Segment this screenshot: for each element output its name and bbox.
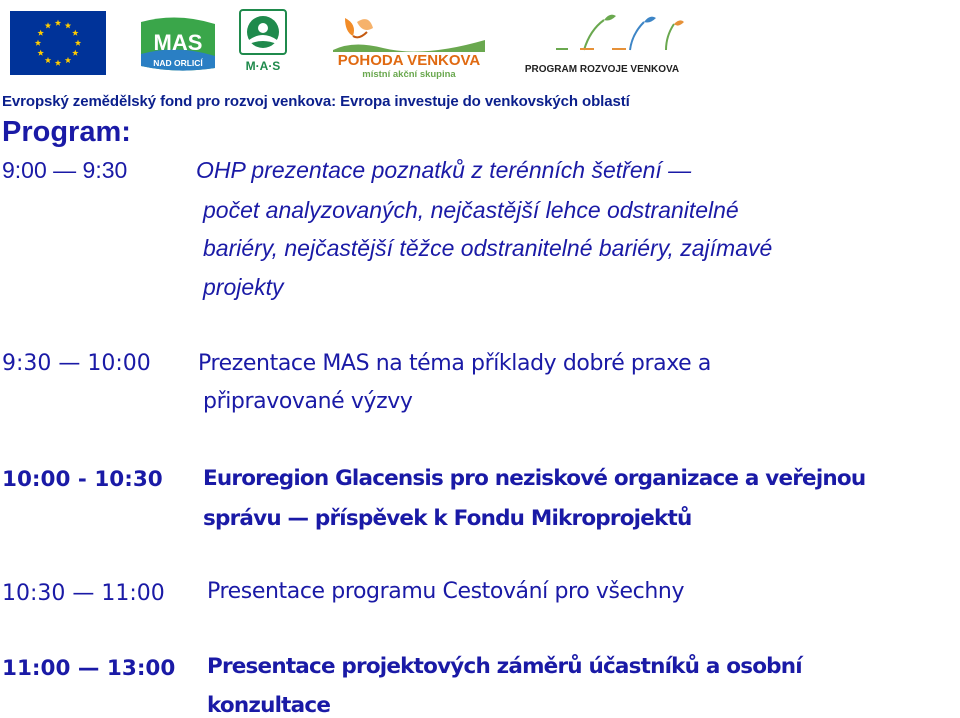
mas-green-logo-text: M·A·S bbox=[245, 59, 281, 73]
program-rozvoje-venkova-logo bbox=[520, 10, 685, 76]
program-time: 10:00 - 10:30 bbox=[2, 467, 163, 492]
program-time: 9:00 — 9:30 bbox=[2, 157, 128, 183]
pohoda-logo-subtitle: místní akční skupina bbox=[362, 69, 456, 80]
prv-logo-text: PROGRAM ROZVOJE VENKOVA bbox=[524, 64, 680, 75]
program-description-line: konzultace bbox=[207, 693, 331, 718]
mas-green-logo bbox=[237, 8, 289, 76]
page-title: Program: bbox=[2, 116, 131, 148]
program-description-line: Presentace projektových záměrů účastníků a osobní bbox=[207, 654, 802, 679]
program-description-line: Prezentace MAS na téma příklady dobré praxe a bbox=[198, 351, 711, 376]
pohoda-venkova-logo bbox=[323, 10, 495, 80]
program-description-line: počet analyzovaných, nejčastější lehce odstranitelné bbox=[203, 197, 739, 223]
program-description-line: bariéry, nejčastější těžce odstranitelné bariéry, zajímavé bbox=[203, 235, 773, 261]
mas-logo-subtext: NAD ORLICÍ bbox=[153, 58, 203, 68]
mas-nad-orlici-logo bbox=[137, 14, 219, 74]
program-time: 11:00 — 13:00 bbox=[2, 656, 176, 681]
mas-logo-text: MAS bbox=[153, 30, 203, 55]
program-description-line: správu — příspěvek k Fondu Mikroprojektů bbox=[203, 506, 692, 531]
program-description-line: připravované výzvy bbox=[203, 389, 413, 414]
program-description-line: Euroregion Glacensis pro neziskové organizace a veřejnou bbox=[203, 466, 866, 491]
eu-flag-logo bbox=[10, 11, 106, 75]
program-description-line: OHP prezentace poznatků z terénních šetření — bbox=[196, 157, 692, 183]
program-time: 10:30 — 11:00 bbox=[2, 581, 165, 606]
program-description-line: Presentace programu Cestování pro všechny bbox=[207, 579, 685, 604]
program-description-line: projekty bbox=[203, 274, 284, 300]
pohoda-logo-title: POHODA VENKOVA bbox=[337, 52, 481, 69]
program-time: 9:30 — 10:00 bbox=[2, 351, 151, 376]
eafrd-motto: Evropský zemědělský fond pro rozvoj venkova: Evropa investuje do venkovských oblastí bbox=[2, 93, 630, 110]
